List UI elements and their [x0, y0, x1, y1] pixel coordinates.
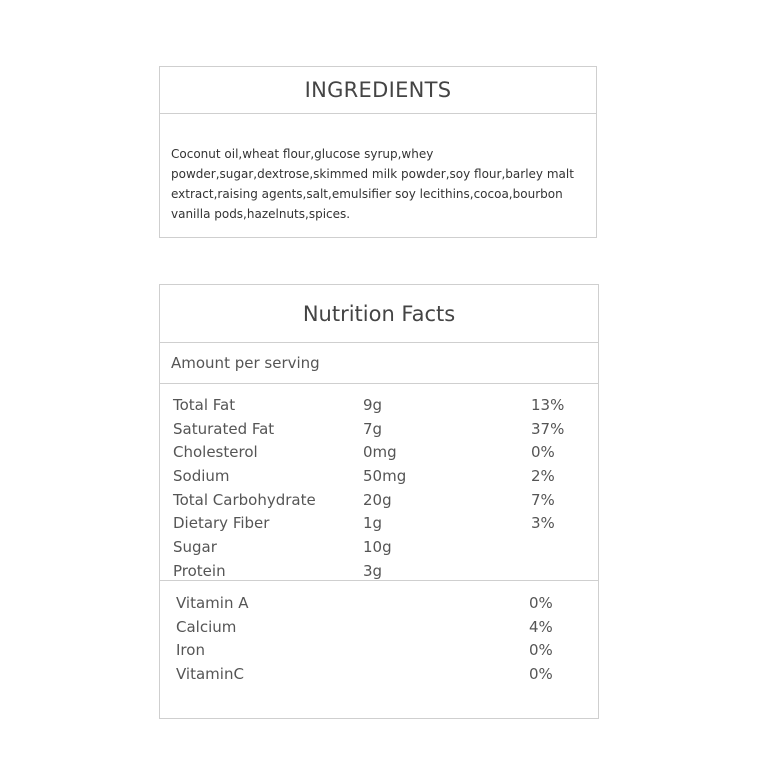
nutrient-name: Total Fat: [173, 396, 236, 414]
nutrient-name: Total Carbohydrate: [173, 490, 316, 509]
vitamin-name: Vitamin A: [176, 594, 249, 612]
vitamin-daily-value: 0%: [529, 594, 553, 612]
nutrient-name: Cholesterol: [173, 443, 258, 462]
nutrient-row: [160, 514, 598, 538]
nutrient-name: Protein: [173, 561, 226, 580]
vitamin-daily-value: 4%: [529, 617, 553, 636]
ingredients-card: [159, 66, 597, 238]
nutrition-facts-card: [159, 284, 599, 719]
nutrient-row: [160, 538, 598, 562]
nutrient-row: [160, 491, 598, 515]
vitamin-name: VitaminC: [176, 665, 244, 684]
vitamin-daily-value: 0%: [529, 641, 553, 660]
nutrient-amount: 50mg: [363, 467, 407, 486]
nutrient-amount: 0mg: [363, 443, 397, 462]
ingredients-text: Coconut oil,wheat flour,glucose syrup,whey powder,sugar,dextrose,skimmed milk powder,soy flour,barley malt extract,raising agents,salt,emulsifier soy lecithins,cocoa,bourbon vanilla pods,hazelnuts,spices.: [171, 147, 574, 221]
nutrient-amount: 10g: [363, 538, 392, 557]
vitamin-name: Calcium: [176, 617, 237, 636]
nutrient-amount: 7g: [363, 419, 383, 438]
serving-label: Amount per serving: [160, 343, 598, 384]
nutrient-daily-value: 0%: [531, 443, 555, 462]
nutrient-daily-value: 7%: [531, 490, 555, 509]
nutrient-amount: 3g: [363, 561, 383, 580]
nutrient-row: [160, 443, 598, 467]
nutrient-list: [160, 384, 598, 581]
nutrient-daily-value: 13%: [531, 396, 565, 414]
nutrient-row: [160, 467, 598, 491]
vitamin-row: [160, 665, 598, 689]
vitamin-daily-value: 0%: [529, 665, 553, 684]
nutrient-daily-value: 3%: [531, 514, 555, 533]
nutrient-name: Sodium: [173, 467, 230, 486]
nutrient-daily-value: 2%: [531, 467, 555, 486]
vitamin-row: [160, 618, 598, 642]
nutrient-amount: 20g: [363, 490, 392, 509]
ingredients-title: INGREDIENTS: [160, 67, 596, 114]
nutrient-amount: 9g: [363, 396, 383, 414]
nutrient-amount: 1g: [363, 514, 383, 533]
nutrient-daily-value: 37%: [531, 419, 565, 438]
vitamin-name: Iron: [176, 641, 205, 660]
vitamin-row: [160, 641, 598, 665]
nutrient-row: [160, 420, 598, 444]
vitamin-row: [160, 594, 598, 618]
nutrient-name: Sugar: [173, 538, 217, 557]
vitamin-list: [160, 581, 598, 689]
nutrient-name: Saturated Fat: [173, 419, 275, 438]
nutrient-row: [160, 562, 598, 586]
nutrition-facts-title: Nutrition Facts: [160, 285, 598, 343]
nutrient-name: Dietary Fiber: [173, 514, 270, 533]
nutrient-row: [160, 396, 598, 420]
